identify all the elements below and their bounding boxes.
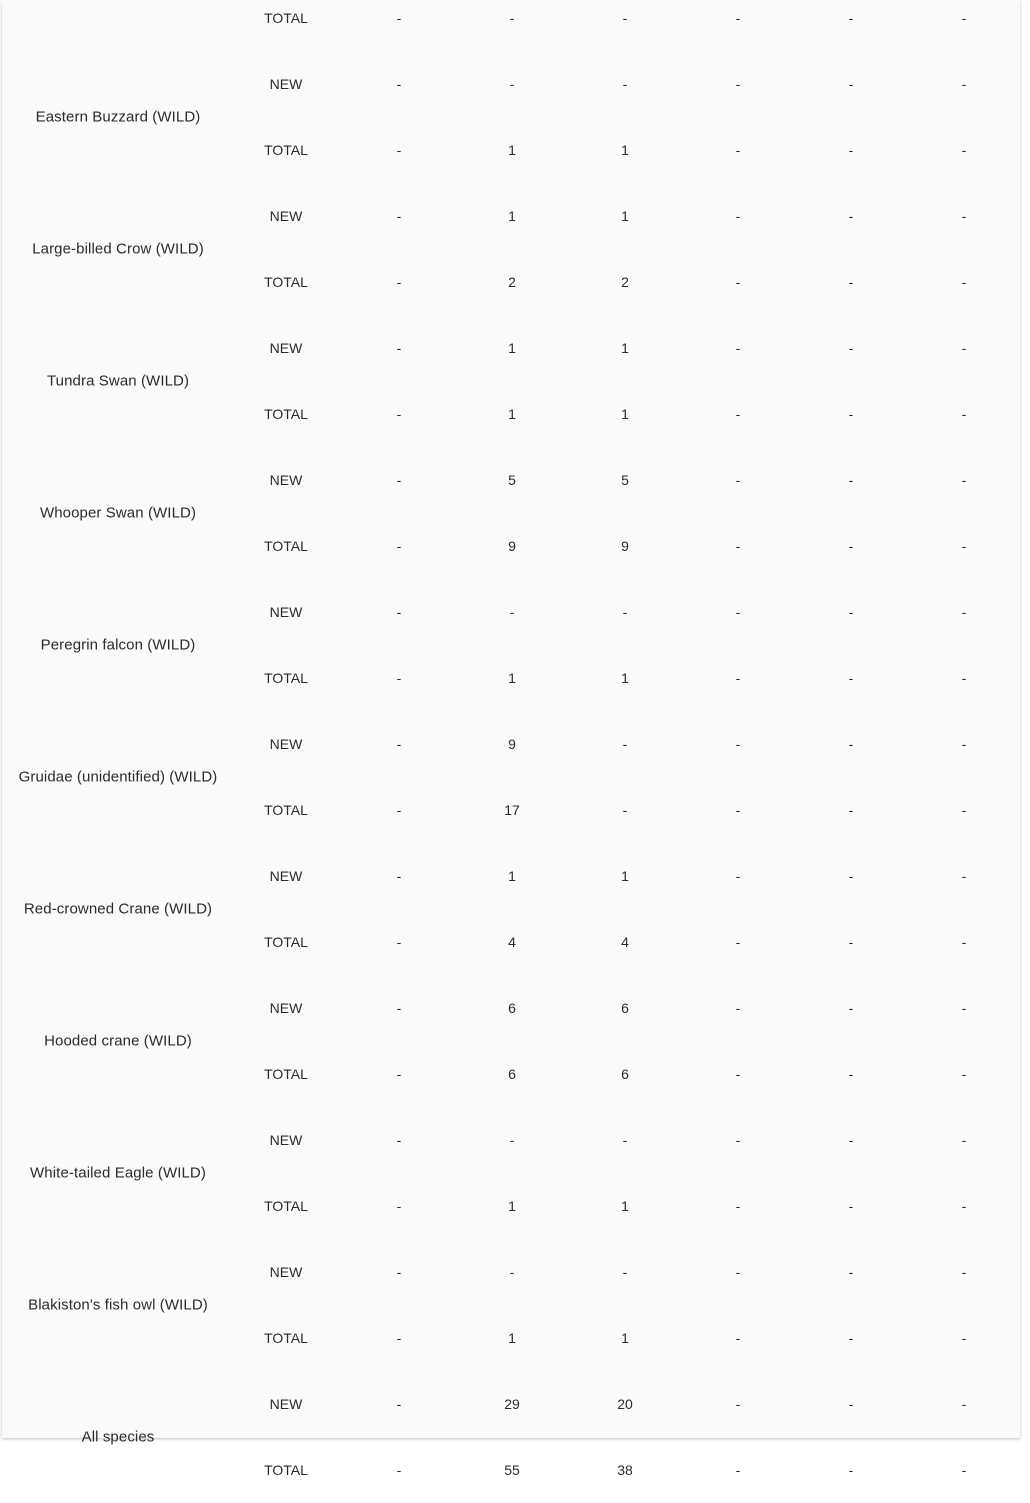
value-cell: - (848, 538, 854, 554)
value-cell: 17 (504, 802, 520, 818)
species-block (2, 1371, 1020, 1503)
total-row (2, 1459, 1020, 1481)
value-cell: - (735, 472, 741, 488)
value-cell: - (735, 538, 741, 554)
value-cell: - (735, 274, 741, 290)
species-block (2, 51, 1020, 183)
value-cell: - (396, 340, 402, 356)
new-row (2, 601, 1020, 623)
value-cell: 1 (621, 670, 629, 686)
value-cell: - (622, 604, 628, 620)
species-name: Red-crowned Crane (WILD) (23, 900, 213, 918)
total-row (2, 271, 1020, 293)
total-label: TOTAL (264, 802, 308, 818)
value-cell: - (961, 274, 967, 290)
value-cell: - (848, 1000, 854, 1016)
value-cell: 2 (621, 274, 629, 290)
value-cell: - (848, 736, 854, 752)
total-row (2, 1327, 1020, 1349)
value-cell: 9 (621, 538, 629, 554)
value-cell: 6 (621, 1000, 629, 1016)
value-cell: - (509, 1132, 515, 1148)
value-cell: 9 (508, 538, 516, 554)
value-cell: - (396, 274, 402, 290)
value-cell: 4 (621, 934, 629, 950)
total-label: TOTAL (264, 538, 308, 554)
new-row (2, 205, 1020, 227)
value-cell: - (735, 340, 741, 356)
species-statistics-table (2, 0, 1020, 1478)
total-label: TOTAL (264, 670, 308, 686)
new-label: NEW (269, 1132, 303, 1148)
value-cell: - (396, 1396, 402, 1412)
value-cell: - (396, 604, 402, 620)
value-cell: - (848, 1264, 854, 1280)
value-cell: - (848, 10, 854, 26)
value-cell: - (961, 934, 967, 950)
new-label: NEW (269, 868, 303, 884)
species-block (2, 1107, 1020, 1239)
value-cell: 20 (617, 1396, 633, 1412)
new-label: NEW (269, 340, 303, 356)
value-cell: - (396, 736, 402, 752)
species-name: Blakiston's fish owl (WILD) (28, 1296, 208, 1314)
new-row (2, 73, 1020, 95)
value-cell: 1 (621, 1198, 629, 1214)
species-block (2, 447, 1020, 579)
species-block (2, 0, 1020, 51)
value-cell: - (735, 1132, 741, 1148)
value-cell: 2 (508, 274, 516, 290)
total-label: TOTAL (264, 1462, 308, 1478)
species-block (2, 975, 1020, 1107)
value-cell: - (396, 208, 402, 224)
new-label: NEW (269, 472, 303, 488)
value-cell: 1 (508, 142, 516, 158)
new-row (2, 997, 1020, 1019)
value-cell: - (622, 1264, 628, 1280)
value-cell: - (396, 670, 402, 686)
value-cell: - (396, 142, 402, 158)
species-name: Tundra Swan (WILD) (46, 372, 190, 390)
value-cell: - (396, 868, 402, 884)
value-cell: - (961, 1396, 967, 1412)
value-cell: - (848, 340, 854, 356)
total-label: TOTAL (264, 1330, 308, 1346)
value-cell: - (848, 406, 854, 422)
value-cell: - (848, 670, 854, 686)
species-name: Whooper Swan (WILD) (39, 504, 197, 522)
value-cell: - (961, 1264, 967, 1280)
value-cell: 6 (508, 1066, 516, 1082)
value-cell: - (396, 1264, 402, 1280)
value-cell: - (961, 538, 967, 554)
new-row (2, 1261, 1020, 1283)
value-cell: - (961, 604, 967, 620)
value-cell: - (735, 76, 741, 92)
total-row (2, 139, 1020, 161)
new-row (2, 865, 1020, 887)
value-cell: - (848, 1132, 854, 1148)
value-cell: - (735, 802, 741, 818)
value-cell: - (848, 472, 854, 488)
new-label: NEW (269, 76, 303, 92)
value-cell: - (961, 1000, 967, 1016)
species-block (2, 315, 1020, 447)
total-label: TOTAL (264, 1198, 308, 1214)
new-label: NEW (269, 1000, 303, 1016)
value-cell: - (735, 868, 741, 884)
species-name: Hooded crane (WILD) (44, 1032, 192, 1050)
value-cell: - (961, 1132, 967, 1148)
value-cell: - (396, 1198, 402, 1214)
new-label: NEW (269, 736, 303, 752)
value-cell: - (396, 406, 402, 422)
value-cell: - (961, 76, 967, 92)
value-cell: 1 (621, 1330, 629, 1346)
value-cell: - (735, 1330, 741, 1346)
value-cell: 1 (508, 1330, 516, 1346)
value-cell: - (735, 10, 741, 26)
value-cell: - (961, 670, 967, 686)
value-cell: - (961, 406, 967, 422)
value-cell: - (848, 1066, 854, 1082)
value-cell: - (961, 10, 967, 26)
value-cell: - (622, 802, 628, 818)
value-cell: - (735, 142, 741, 158)
value-cell: - (848, 868, 854, 884)
value-cell: 1 (621, 340, 629, 356)
species-block (2, 1239, 1020, 1371)
value-cell: - (396, 10, 402, 26)
value-cell: - (735, 1000, 741, 1016)
total-row (2, 931, 1020, 953)
value-cell: 1 (621, 406, 629, 422)
value-cell: - (509, 604, 515, 620)
value-cell: - (848, 208, 854, 224)
value-cell: 55 (504, 1462, 520, 1478)
value-cell: - (735, 1264, 741, 1280)
value-cell: - (396, 1000, 402, 1016)
value-cell: - (961, 1066, 967, 1082)
value-cell: 1 (621, 208, 629, 224)
value-cell: - (396, 1330, 402, 1346)
value-cell: - (622, 1132, 628, 1148)
value-cell: - (622, 76, 628, 92)
value-cell: - (961, 736, 967, 752)
new-label: NEW (269, 1264, 303, 1280)
value-cell: 1 (508, 208, 516, 224)
species-name: Large-billed Crow (WILD) (32, 240, 204, 258)
value-cell: 1 (508, 670, 516, 686)
total-label: TOTAL (264, 142, 308, 158)
value-cell: - (848, 142, 854, 158)
value-cell: - (961, 142, 967, 158)
value-cell: - (735, 1396, 741, 1412)
species-name: Gruidae (unidentified) (WILD) (18, 768, 218, 786)
total-row (2, 667, 1020, 689)
total-row (2, 1195, 1020, 1217)
value-cell: - (396, 538, 402, 554)
new-label: NEW (269, 604, 303, 620)
value-cell: - (848, 1396, 854, 1412)
species-block (2, 579, 1020, 711)
value-cell: 5 (508, 472, 516, 488)
value-cell: 9 (508, 736, 516, 752)
value-cell: - (735, 1462, 741, 1478)
value-cell: - (622, 736, 628, 752)
value-cell: 1 (621, 868, 629, 884)
value-cell: 1 (621, 142, 629, 158)
value-cell: - (396, 76, 402, 92)
value-cell: - (509, 10, 515, 26)
new-row (2, 1129, 1020, 1151)
value-cell: - (735, 604, 741, 620)
value-cell: - (961, 472, 967, 488)
value-cell: - (735, 406, 741, 422)
new-label: NEW (269, 1396, 303, 1412)
value-cell: - (396, 472, 402, 488)
value-cell: 4 (508, 934, 516, 950)
value-cell: - (961, 208, 967, 224)
value-cell: - (735, 934, 741, 950)
value-cell: - (735, 670, 741, 686)
total-row (2, 1063, 1020, 1085)
total-row (2, 535, 1020, 557)
total-label: TOTAL (264, 1066, 308, 1082)
value-cell: - (396, 1462, 402, 1478)
total-label: TOTAL (264, 10, 308, 26)
value-cell: 1 (508, 868, 516, 884)
species-block (2, 711, 1020, 843)
value-cell: - (396, 1132, 402, 1148)
value-cell: 1 (508, 340, 516, 356)
new-row (2, 337, 1020, 359)
value-cell: - (396, 934, 402, 950)
value-cell: 38 (617, 1462, 633, 1478)
new-row (2, 733, 1020, 755)
value-cell: 1 (508, 406, 516, 422)
total-row (2, 799, 1020, 821)
species-name: Eastern Buzzard (WILD) (35, 108, 201, 126)
value-cell: - (509, 76, 515, 92)
new-row (2, 1393, 1020, 1415)
species-name: White-tailed Eagle (WILD) (30, 1164, 206, 1182)
value-cell: - (848, 76, 854, 92)
species-block (2, 183, 1020, 315)
value-cell: 5 (621, 472, 629, 488)
value-cell: - (848, 1330, 854, 1346)
species-block (2, 843, 1020, 975)
value-cell: - (735, 1198, 741, 1214)
value-cell: - (509, 1264, 515, 1280)
value-cell: - (961, 340, 967, 356)
species-name: All species (81, 1428, 155, 1446)
value-cell: - (961, 868, 967, 884)
value-cell: - (735, 1066, 741, 1082)
total-label: TOTAL (264, 406, 308, 422)
total-label: TOTAL (264, 274, 308, 290)
value-cell: - (396, 802, 402, 818)
total-row (2, 7, 1020, 29)
value-cell: - (848, 604, 854, 620)
value-cell: - (961, 1462, 967, 1478)
value-cell: - (848, 274, 854, 290)
new-label: NEW (269, 208, 303, 224)
value-cell: - (961, 1198, 967, 1214)
value-cell: - (961, 1330, 967, 1346)
value-cell: - (848, 802, 854, 818)
value-cell: - (961, 802, 967, 818)
value-cell: - (735, 208, 741, 224)
total-row (2, 403, 1020, 425)
value-cell: - (396, 1066, 402, 1082)
new-row (2, 469, 1020, 491)
value-cell: - (735, 736, 741, 752)
species-name: Peregrin falcon (WILD) (40, 636, 196, 654)
value-cell: - (622, 10, 628, 26)
value-cell: - (848, 1198, 854, 1214)
value-cell: 29 (504, 1396, 520, 1412)
value-cell: 1 (508, 1198, 516, 1214)
value-cell: - (848, 934, 854, 950)
value-cell: 6 (508, 1000, 516, 1016)
value-cell: - (848, 1462, 854, 1478)
total-label: TOTAL (264, 934, 308, 950)
value-cell: 6 (621, 1066, 629, 1082)
